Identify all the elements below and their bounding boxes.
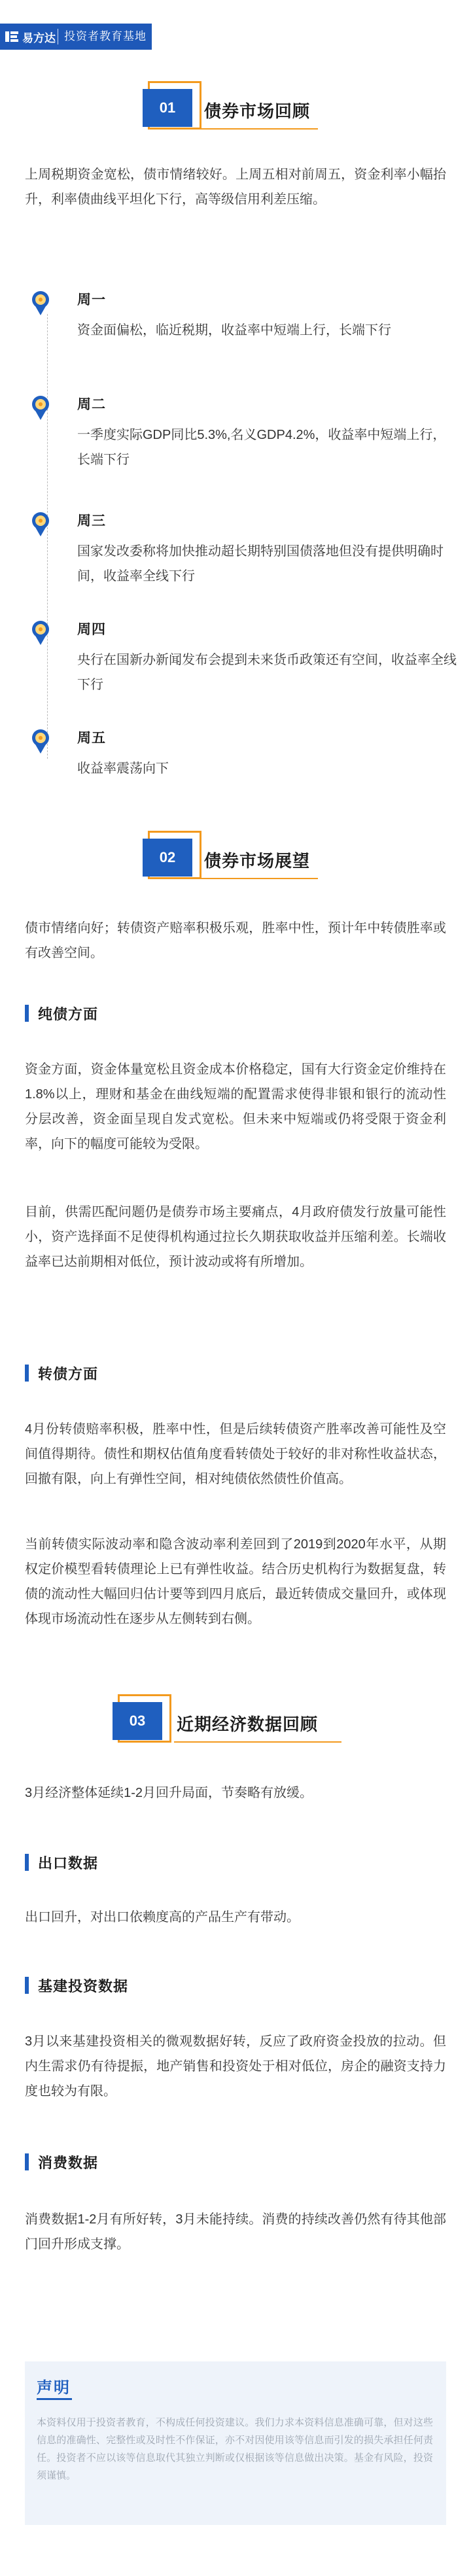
section3-intro: 3月经济整体延续1-2月回升局面，节奏略有放缓。 — [25, 1786, 313, 1800]
pin-icon — [26, 618, 55, 646]
subheading-bar — [25, 1365, 29, 1382]
timeline-item — [26, 509, 451, 594]
section-title: 近期经济数据回顾 — [177, 1714, 319, 1734]
subheading-text: 出口数据 — [38, 1855, 99, 1871]
timeline-item — [26, 288, 451, 373]
timeline-item — [26, 392, 451, 478]
banner-subtitle: 投资者教育基地 — [64, 30, 147, 43]
disclaimer-title: 声明 — [37, 2379, 71, 2397]
subheading-bar — [25, 1854, 29, 1871]
disclaimer-text: 本资料仅用于投资者教育，不构成任何投资建议。我们力求本资料信息准确可靠，但对这些信息的准确性、完整性或及时性不作保证，亦不对因使用该等信息而引发的损失承担任何责任。投资者不应以该等信息取代其独立判断或仅根据该等信息做出决策。基金有风险，投资须谨慎。 — [37, 2417, 433, 2481]
subheading-text: 转债方面 — [38, 1366, 99, 1382]
header-underline — [201, 128, 318, 130]
subheading-text: 消费数据 — [38, 2155, 99, 2171]
weekday-text: 一季度实际GDP同比5.3%,名义GDP4.2%，收益率中短端上行，长端下行 — [77, 428, 446, 467]
pin-icon — [26, 726, 55, 755]
consumption-paragraph: 消费数据1-2月有所好转，3月未能持续。消费的持续改善仍然有待其他部门回升形成支撑。 — [25, 2212, 446, 2252]
weekday-label: 周四 — [77, 622, 106, 637]
weekday-label: 周二 — [77, 397, 106, 412]
section-number: 03 — [113, 1702, 162, 1740]
weekday-text: 资金面偏松，临近税期，收益率中短端上行，长端下行 — [77, 323, 391, 338]
section-header-2 — [0, 823, 471, 895]
section-number: 02 — [143, 839, 192, 877]
section-number: 01 — [143, 89, 192, 127]
brand-logo — [0, 24, 56, 50]
section-header-3 — [0, 1686, 471, 1758]
timeline-item — [26, 618, 457, 703]
weekday-text: 收益率震荡向下 — [77, 761, 169, 776]
weekday-label: 周一 — [77, 292, 106, 307]
brand-name: 易方达 — [22, 31, 56, 44]
section-header-1 — [0, 73, 471, 145]
header-banner — [0, 0, 471, 65]
subheading-text: 纯债方面 — [38, 1006, 99, 1022]
subheading-bar — [25, 1977, 29, 1994]
subheading-bar — [25, 2153, 29, 2170]
pin-icon — [26, 392, 55, 421]
weekday-label: 周三 — [77, 513, 106, 529]
pin-icon — [26, 288, 55, 317]
timeline-item — [26, 726, 451, 792]
section-title: 债券市场回顾 — [204, 101, 311, 121]
pure-bond-paragraph-1: 资金方面，资金体量宽松且资金成本价格稳定，国有大行资金定价维持在1.8%以上，理财和基金在曲线短端的配置需求使得非银和银行的流动性分层改善，资金面呈现自发式宽松。但未来中短端或仍将受限于资金利率，向下的幅度可能较为受限。 — [25, 1062, 446, 1151]
pin-icon — [26, 509, 55, 538]
weekday-text: 国家发改委称将加快推动超长期特别国债落地但没有提供明确时间，收益率全线下行 — [77, 544, 444, 583]
section2-intro: 债市情绪向好；转债资产赔率积极乐观，胜率中性，预计年中转债胜率或有改善空间。 — [25, 921, 446, 960]
header-underline — [201, 878, 318, 879]
disclaimer-box — [25, 2361, 446, 2525]
section1-intro: 上周税期资金宽松，债市情绪较好。上周五相对前周五，资金利率小幅抬升，利率债曲线平坦化下行，高等级信用利差压缩。 — [25, 167, 446, 207]
pure-bond-paragraph-2: 目前，供需匹配问题仍是债券市场主要痛点，4月政府债发行放量可能性小，资产选择面不足使得机构通过拉长久期获取收益并压缩利差。长端收益率已达前期相对低位，预计波动或将有所增加。 — [25, 1205, 446, 1269]
infrastructure-paragraph: 3月以来基建投资相关的微观数据好转，反应了政府资金投放的拉动。但内生需求仍有待提振，地产销售和投资处于相对低位，房企的融资支持力度也较为有限。 — [25, 2034, 446, 2098]
subheading-bar — [25, 1005, 29, 1022]
weekday-text: 央行在国新办新闻发布会提到未来货币政策还有空间，收益率全线下行 — [77, 653, 457, 692]
exports-paragraph: 出口回升，对出口依赖度高的产品生产有带动。 — [25, 1910, 300, 1924]
weekday-label: 周五 — [77, 731, 106, 746]
convertible-paragraph-2: 当前转债实际波动率和隐含波动率利差回到了2019到2020年水平，从期权定价模型看转债理论上已有弹性收益。结合历史机构行为数据复盘，转债的流动性大幅回归估计要等到四月底后，最近转债成交量回升，或体现体现市场流动性在逐步从左侧转到右侧。 — [25, 1537, 446, 1626]
brand-mark-icon — [5, 31, 18, 42]
section-title: 债券市场展望 — [204, 851, 311, 871]
subheading-text: 基建投资数据 — [38, 1978, 129, 1994]
header-underline — [174, 1741, 341, 1743]
disclaimer-underline — [37, 2398, 72, 2400]
convertible-paragraph-1: 4月份转债赔率积极，胜率中性，但是后续转债资产胜率改善可能性及空间值得期待。债性和期权估值角度看转债处于较好的非对称性收益状态，回撤有限，向上有弹性空间，相对纯债依然债性价值高。 — [25, 1422, 446, 1486]
